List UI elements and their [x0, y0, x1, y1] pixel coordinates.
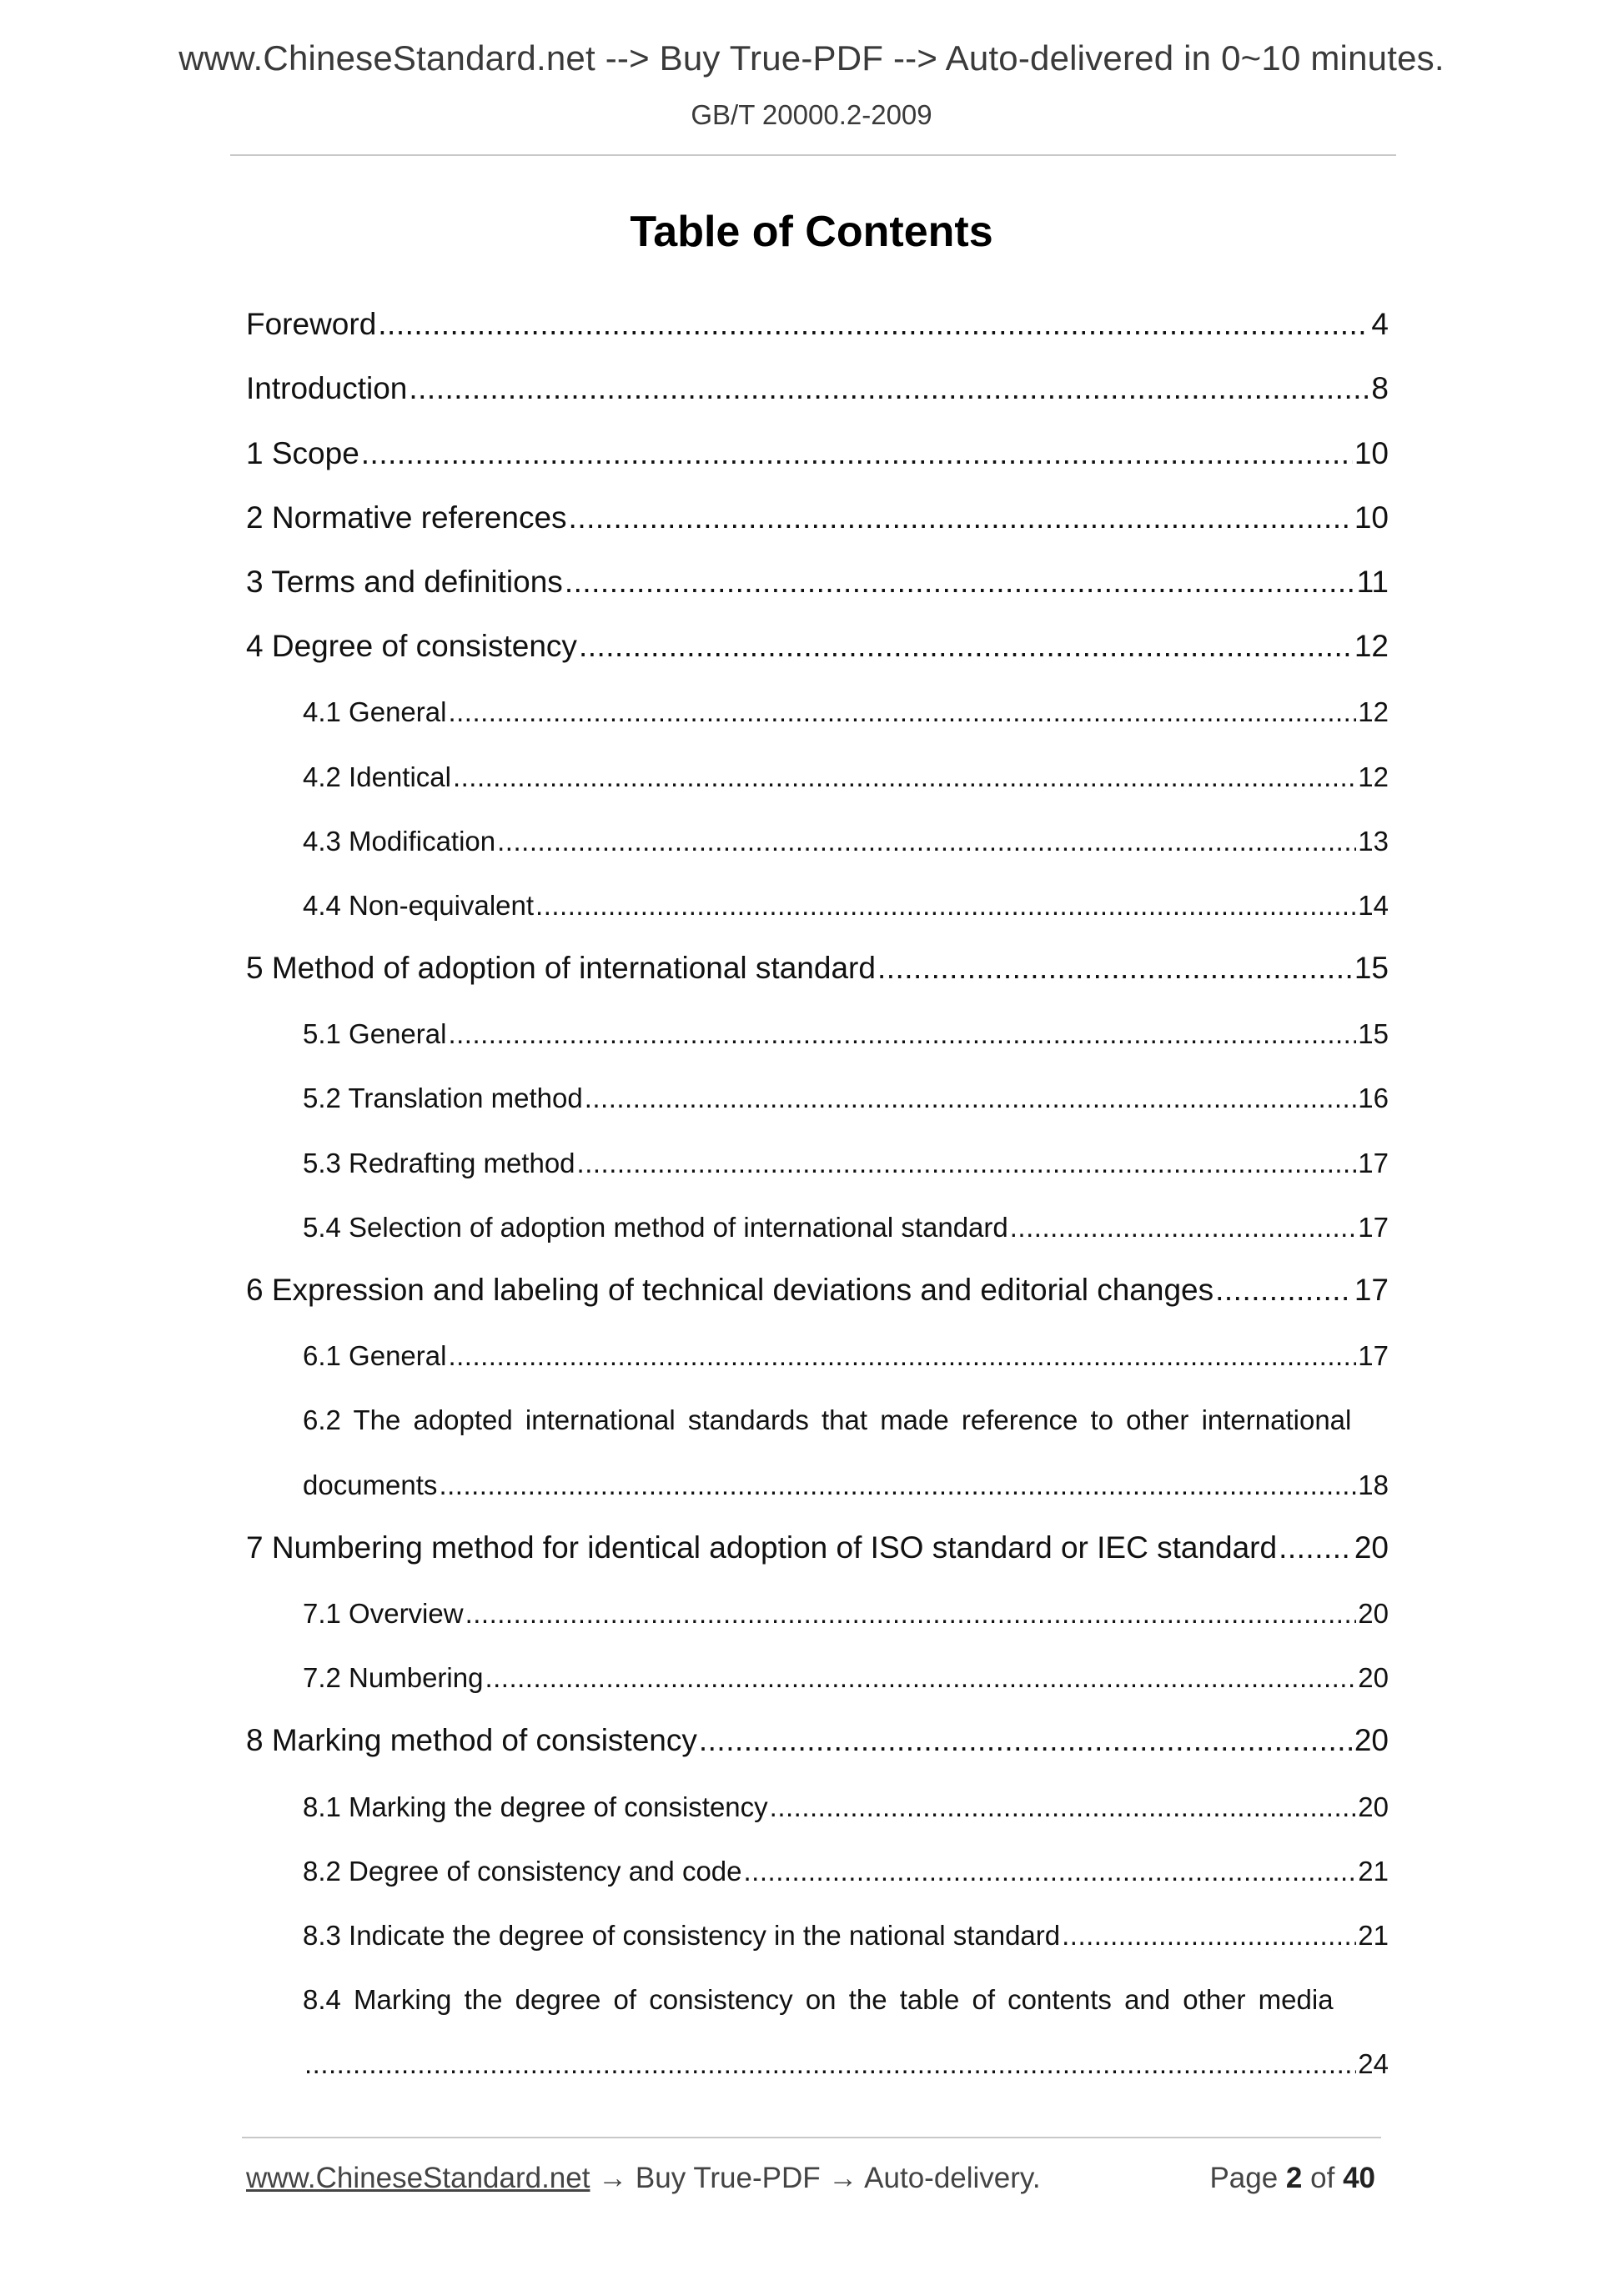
- toc-leader-dots: [448, 1340, 1356, 1372]
- toc-page-number: 15: [1354, 951, 1389, 986]
- toc-leader-dots: [744, 1856, 1357, 1887]
- footer-text: → Buy True-PDF → Auto-delivery.: [590, 2162, 1041, 2194]
- toc-entry-title: 7.1 Overview: [303, 1597, 464, 1629]
- toc-entry-line[interactable]: [246, 1953, 1389, 2017]
- toc-entry-title: 7.2 Numbering: [303, 1662, 484, 1694]
- toc-page-number: 20: [1358, 1597, 1389, 1629]
- toc-page-number: 10: [1354, 435, 1389, 470]
- page-total: 40: [1343, 2162, 1375, 2194]
- toc-page-number: 11: [1356, 564, 1389, 599]
- page-current: 2: [1285, 2162, 1303, 2194]
- toc-entry[interactable]: [246, 537, 1389, 601]
- toc-page-number: 8: [1371, 371, 1389, 406]
- toc-page-number: 15: [1358, 1018, 1389, 1050]
- toc-page-number: 12: [1358, 761, 1389, 792]
- toc-entry-title: 5.4 Selection of adoption method of international standard: [303, 1211, 1008, 1243]
- toc-entry-title: 4.3 Modification: [303, 825, 496, 857]
- toc-page-number: 16: [1358, 1083, 1389, 1114]
- toc-leader-dots: [1010, 1212, 1357, 1243]
- footer-divider: [242, 2137, 1381, 2138]
- footer-site-link[interactable]: www.ChineseStandard.net: [246, 2162, 590, 2194]
- toc-entry-title: 8.4 Marking the degree of consistency on the table of contents and other media: [303, 1984, 1334, 2016]
- toc-leader-dots: [565, 565, 1355, 600]
- toc-entry-title: 1 Scope: [246, 435, 359, 470]
- toc-entry-title: 6.1 General: [303, 1340, 447, 1372]
- table-of-contents: [246, 279, 1389, 2082]
- toc-page-number: 17: [1354, 1273, 1389, 1307]
- toc-entry[interactable]: [246, 279, 1389, 344]
- toc-entry[interactable]: [246, 1631, 1389, 1696]
- toc-entry[interactable]: [246, 1438, 1389, 1502]
- page-label: Page: [1209, 2162, 1279, 2194]
- toc-entry[interactable]: [246, 1181, 1389, 1245]
- toc-page-number: 17: [1358, 1211, 1389, 1243]
- toc-page-number: 12: [1358, 696, 1389, 728]
- page-title: Table of Contents: [630, 208, 993, 256]
- toc-leader-dots: [448, 1018, 1356, 1050]
- toc-entry-title: 4.2 Identical: [303, 761, 451, 792]
- toc-entry[interactable]: [246, 1052, 1389, 1116]
- toc-entry-title: 5 Method of adoption of international standard: [246, 951, 876, 986]
- toc-leader-dots: [1215, 1273, 1353, 1308]
- toc-entry[interactable]: [246, 1567, 1389, 1631]
- toc-entry-title: 4.1 General: [303, 696, 447, 728]
- toc-page-number: 20: [1354, 1723, 1389, 1758]
- toc-entry[interactable]: [246, 1696, 1389, 1760]
- toc-page-number: 20: [1358, 1662, 1389, 1694]
- toc-leader-dots: [448, 696, 1356, 728]
- toc-leader-dots: [378, 307, 1369, 342]
- toc-entry-title: 5.1 General: [303, 1018, 447, 1050]
- toc-page-number: 17: [1358, 1147, 1389, 1178]
- toc-page-number: 17: [1358, 1340, 1389, 1372]
- toc-page-number: 14: [1358, 889, 1389, 921]
- toc-leader-dots: [535, 890, 1356, 922]
- toc-page-number: 20: [1358, 1791, 1389, 1822]
- toc-entry-title: 8 Marking method of consistency: [246, 1723, 697, 1758]
- toc-entry[interactable]: [246, 2017, 1389, 2082]
- page-of: of: [1310, 2162, 1335, 2194]
- toc-entry-title: 8.1 Marking the degree of consistency: [303, 1791, 768, 1822]
- toc-page-number: 20: [1354, 1530, 1389, 1565]
- toc-entry[interactable]: [246, 1760, 1389, 1824]
- toc-entry-line[interactable]: [246, 1374, 1389, 1438]
- toc-entry[interactable]: [246, 601, 1389, 666]
- toc-leader-dots: [1279, 1530, 1353, 1565]
- toc-entry[interactable]: [246, 1309, 1389, 1374]
- toc-page-number: 4: [1371, 307, 1389, 342]
- toc-page-number: 21: [1358, 1855, 1389, 1887]
- toc-leader-dots: [409, 371, 1369, 406]
- toc-entry-title: 8.3 Indicate the degree of consistency in the national standard: [303, 1919, 1061, 1951]
- toc-entry[interactable]: [246, 1245, 1389, 1309]
- toc-page-number: 13: [1358, 825, 1389, 857]
- toc-entry-title: 5.2 Translation method: [303, 1083, 583, 1114]
- toc-entry-title: Foreword: [246, 307, 377, 342]
- toc-leader-dots: [577, 1148, 1357, 1179]
- page-indicator: [1209, 2158, 1375, 2198]
- toc-entry-title: 6 Expression and labeling of technical deviations and editorial changes: [246, 1273, 1214, 1307]
- page-footer: [246, 2158, 1380, 2198]
- toc-entry-title: 2 Normative references: [246, 500, 567, 535]
- toc-entry[interactable]: [246, 795, 1389, 859]
- toc-leader-dots: [579, 629, 1353, 664]
- toc-leader-dots: [585, 1083, 1357, 1114]
- toc-entry[interactable]: [246, 859, 1389, 923]
- toc-entry-title: 8.2 Degree of consistency and code: [303, 1855, 742, 1887]
- standard-code: GB/T 20000.2-2009: [691, 99, 932, 130]
- toc-page-number: 10: [1354, 500, 1389, 535]
- toc-entry[interactable]: [246, 666, 1389, 730]
- toc-entry-title: 7 Numbering method for identical adoption of ISO standard or IEC standard: [246, 1530, 1278, 1565]
- toc-page-number: 12: [1354, 629, 1389, 664]
- toc-entry-title: 3 Terms and definitions: [246, 564, 563, 599]
- toc-page-number: 21: [1358, 1919, 1389, 1951]
- toc-entry-title: Introduction: [246, 371, 408, 406]
- toc-page-number: 18: [1358, 1469, 1389, 1500]
- toc-entry[interactable]: [246, 1116, 1389, 1180]
- toc-entry[interactable]: [246, 344, 1389, 408]
- toc-entry[interactable]: [246, 923, 1389, 987]
- toc-leader-dots: [569, 500, 1353, 535]
- toc-leader-dots: [439, 1470, 1356, 1501]
- toc-entry[interactable]: [246, 1503, 1389, 1567]
- toc-leader-dots: [699, 1723, 1353, 1758]
- toc-entry-title: 4 Degree of consistency: [246, 629, 577, 664]
- site-banner: www.ChineseStandard.net --> Buy True-PDF --> Auto-delivered in 0~10 minutes.: [178, 38, 1445, 78]
- toc-entry[interactable]: [246, 1825, 1389, 1889]
- toc-leader-dots: [1062, 1920, 1356, 1952]
- toc-entry[interactable]: [246, 987, 1389, 1052]
- toc-entry-title: 5.3 Redrafting method: [303, 1147, 575, 1178]
- toc-entry-title: 4.4 Non-equivalent: [303, 889, 535, 921]
- toc-leader-dots: [361, 436, 1353, 471]
- toc-leader-dots: [304, 2048, 1356, 2080]
- toc-entry[interactable]: [246, 408, 1389, 472]
- header-divider: [230, 154, 1396, 156]
- toc-entry[interactable]: [246, 730, 1389, 794]
- toc-leader-dots: [877, 951, 1353, 986]
- toc-entry[interactable]: [246, 1889, 1389, 1953]
- toc-leader-dots: [485, 1662, 1356, 1694]
- toc-page-number: 24: [1358, 2048, 1389, 2080]
- toc-leader-dots: [497, 826, 1356, 857]
- toc-entry-title: 6.2 The adopted international standards that made reference to other international: [303, 1404, 1352, 1436]
- toc-leader-dots: [465, 1598, 1357, 1630]
- toc-leader-dots: [453, 761, 1356, 793]
- toc-entry-title: documents: [303, 1469, 438, 1500]
- toc-leader-dots: [770, 1791, 1357, 1823]
- toc-entry[interactable]: [246, 473, 1389, 537]
